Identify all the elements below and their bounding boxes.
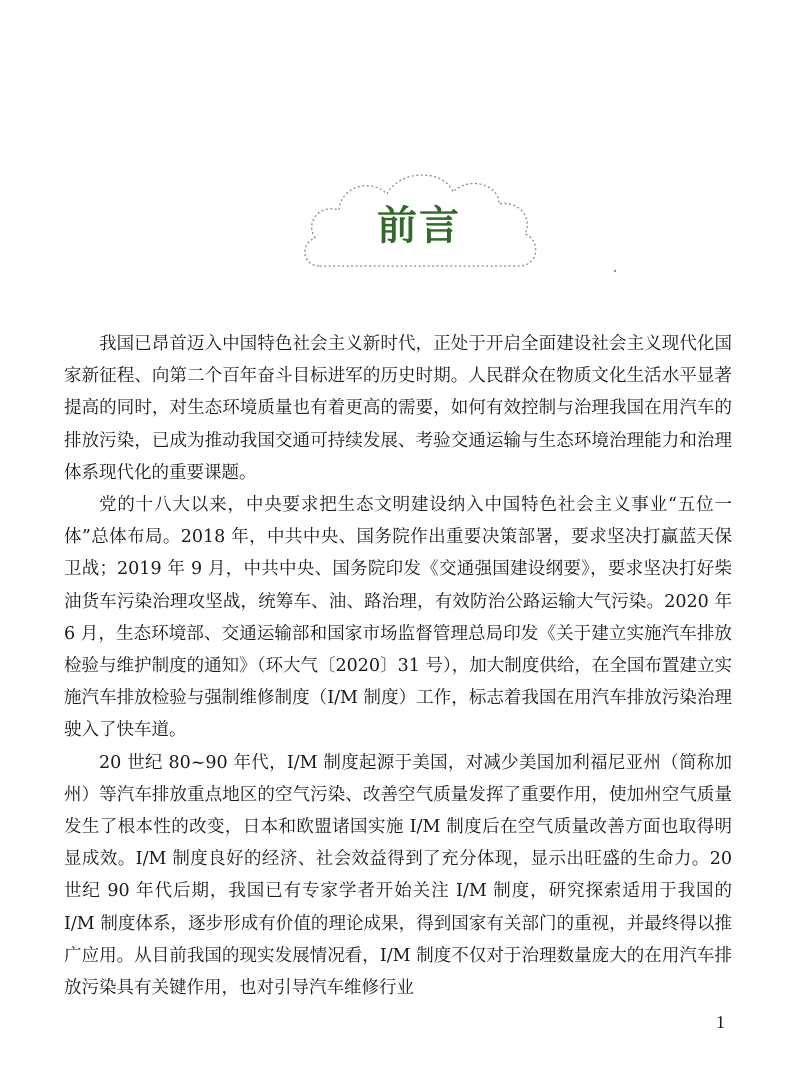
page-title: 前言 — [377, 203, 461, 249]
paragraph-1: 我国已昂首迈入中国特色社会主义新时代，正处于开启全面建设社会主义现代化国家新征程、向第二个百年奋斗目标进军的历史时期。人民群众在物质文化生活水平显著提高的同时，对生态环境质量也有着更高的需要，如何有效控制与治理我国在用汽车的排放污染，已成为推动我国交通可持续发展、考验交通运输与生态环境治理能力和治理体系现代化的重要课题。 — [64, 334, 732, 483]
heading-cloud — [297, 162, 617, 280]
paragraph-3: 20 世纪 80~90 年代，I/M 制度起源于美国，对减少美国加利福尼亚州（简称加州）等汽车排放重点地区的空气污染、改善空气质量发挥了重要作用，使加州空气质量发生了根本性的改变，日本和欧盟诸国实施 I/M 制度后在空气质量改善方面也取得明显成效。I/M 制度良好的经济、社会效益得到了充分体现，显示出旺盛的生命力。20 世纪 90 年代后期，我国已有专家学者开始关注 I/M 制度，研究探索适用于我国的 I/M 制度体系，逐步形成有价值的理论成果，得到国家有关部门的重视，并最终得以推广应用。从目前我国的现实发展情况看，I/M 制度不仅对于治理数量庞大的在用汽车排放污染具有关键作用，也对引导汽车维修行业 — [64, 752, 732, 999]
page-number: 1 — [716, 1012, 725, 1032]
paragraph-2: 党的十八大以来，中央要求把生态文明建设纳入中国特色社会主义事业“五位一体”总体布局。2018 年，中共中央、国务院作出重要决策部署，要求坚决打赢蓝天保卫战；2019 年 9 月，中共中央、国务院印发《交通强国建设纲要》，要求坚决打好柴油货车污染治理攻坚战，统筹车、油、路治理，有效防治公路运输大气污染。2020 年 6 月，生态环境部、交通运输部和国家市场监督管理总局印发《关于建立实施汽车排放检验与维护制度的通知》（环大气〔2020〕31 号），加大制度供给，在全国布置建立实施汽车排放检验与强制维修制度（I/M 制度）工作，标志着我国在用汽车排放污染治理驶入了快车道。 — [64, 495, 732, 741]
body-text — [64, 328, 732, 1004]
